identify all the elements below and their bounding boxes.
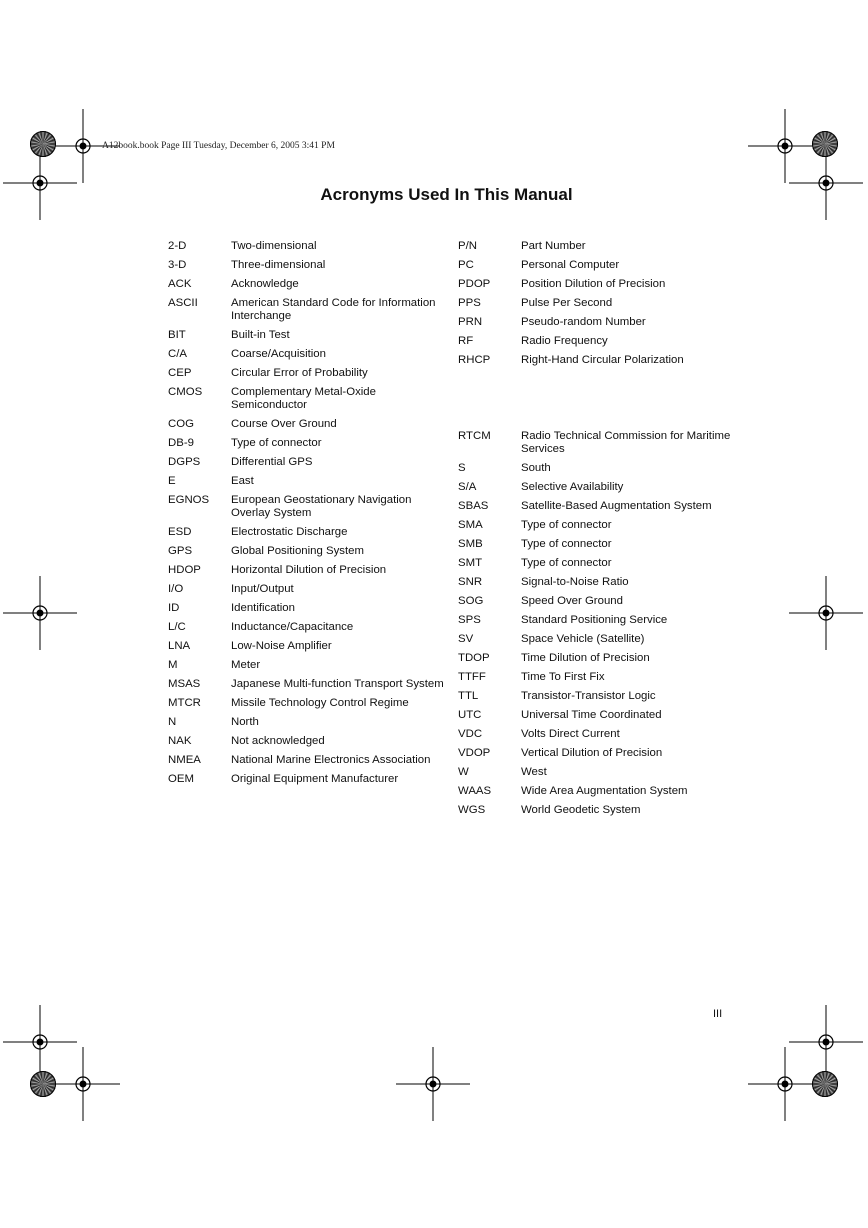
acronym-definition: North	[231, 716, 259, 728]
acronym-row	[458, 240, 758, 253]
registration-starburst-icon	[811, 1070, 839, 1098]
acronym-row	[458, 430, 758, 456]
acronym-abbr: VDOP	[458, 747, 491, 759]
acronym-abbr: CMOS	[168, 386, 203, 398]
acronym-definition: Coarse/Acquisition	[231, 348, 326, 360]
acronym-abbr: PDOP	[458, 278, 491, 290]
acronym-abbr: PRN	[458, 316, 483, 328]
acronym-abbr: OEM	[168, 773, 194, 785]
acronym-abbr: ASCII	[168, 297, 198, 309]
acronym-row	[458, 633, 758, 646]
acronym-row	[458, 614, 758, 627]
acronym-row	[458, 576, 758, 589]
acronym-row	[458, 519, 758, 532]
acronym-row	[168, 640, 453, 653]
acronym-list-right	[458, 240, 758, 823]
acronym-abbr: MSAS	[168, 678, 201, 690]
acronym-definition: Type of connector	[521, 519, 612, 531]
page-number: III	[713, 1008, 723, 1020]
acronym-definition: Horizontal Dilution of Precision	[231, 564, 387, 576]
acronym-definition: Original Equipment Manufacturer	[231, 773, 399, 785]
acronym-row	[168, 678, 453, 691]
right-rows-top	[458, 240, 758, 367]
acronym-definition: Two-dimensional	[231, 240, 317, 252]
acronym-row	[458, 690, 758, 703]
column-gap	[458, 373, 758, 430]
acronym-row	[168, 240, 453, 253]
acronym-abbr: CEP	[168, 367, 192, 379]
acronym-definition: Inductance/Capacitance	[231, 621, 354, 633]
acronym-row	[458, 462, 758, 475]
acronym-row	[168, 259, 453, 272]
acronym-definition: Electrostatic Discharge	[231, 526, 348, 538]
acronym-row	[458, 538, 758, 551]
acronym-abbr: SMT	[458, 557, 483, 569]
acronym-definition: Pulse Per Second	[521, 297, 613, 309]
acronym-definition: Wide Area Augmentation System	[521, 785, 688, 797]
acronym-abbr: MTCR	[168, 697, 201, 709]
acronym-definition: Course Over Ground	[231, 418, 337, 430]
acronym-row	[458, 804, 758, 817]
acronym-row	[168, 278, 453, 291]
acronym-row	[458, 259, 758, 272]
crop-mark-icon	[789, 576, 863, 650]
acronym-abbr: SMA	[458, 519, 483, 531]
acronym-abbr: S/A	[458, 481, 477, 493]
acronym-definition: Pseudo-random Number	[521, 316, 646, 328]
acronym-row	[168, 494, 453, 520]
acronym-definition: Time To First Fix	[521, 671, 605, 683]
acronym-definition: Identification	[231, 602, 295, 614]
acronym-definition: Position Dilution of Precision	[521, 278, 666, 290]
acronym-abbr: GPS	[168, 545, 193, 557]
acronym-abbr: SBAS	[458, 500, 489, 512]
acronym-abbr: E	[168, 475, 176, 487]
acronym-row	[168, 583, 453, 596]
acronym-row	[168, 348, 453, 361]
acronym-definition: Differential GPS	[231, 456, 313, 468]
acronym-abbr: SPS	[458, 614, 481, 626]
acronym-abbr: SMB	[458, 538, 483, 550]
acronym-abbr: ACK	[168, 278, 192, 290]
crop-mark-icon	[46, 1047, 120, 1121]
acronym-abbr: PPS	[458, 297, 481, 309]
acronym-definition: Satellite-Based Augmentation System	[521, 500, 712, 512]
acronym-abbr: P/N	[458, 240, 477, 252]
acronym-definition: Volts Direct Current	[521, 728, 620, 740]
acronym-row	[168, 773, 453, 786]
acronym-row	[458, 297, 758, 310]
acronym-row	[168, 418, 453, 431]
acronym-definition: Personal Computer	[521, 259, 620, 271]
acronym-abbr: BIT	[168, 329, 186, 341]
acronym-definition: Meter	[231, 659, 261, 671]
acronym-definition: Speed Over Ground	[521, 595, 623, 607]
acronym-definition: Built-in Test	[231, 329, 290, 341]
acronym-definition: Transistor-Transistor Logic	[521, 690, 656, 702]
acronym-definition: Three-dimensional	[231, 259, 326, 271]
acronym-definition: Global Positioning System	[231, 545, 364, 557]
acronym-definition: European Geostationary Navigation Overlay System	[231, 494, 412, 519]
page-title: Acronyms Used In This Manual	[320, 185, 573, 204]
acronym-abbr: S	[458, 462, 466, 474]
acronym-list-left	[168, 240, 453, 792]
acronym-row	[168, 526, 453, 539]
acronym-abbr: SOG	[458, 595, 484, 607]
crop-mark-icon	[396, 1047, 470, 1121]
acronym-abbr: RF	[458, 335, 474, 347]
acronym-definition: Selective Availability	[521, 481, 624, 493]
acronym-abbr: PC	[458, 259, 474, 271]
acronym-row	[458, 278, 758, 291]
acronym-abbr: C/A	[168, 348, 187, 360]
acronym-abbr: ID	[168, 602, 180, 614]
acronym-definition: Universal Time Coordinated	[521, 709, 662, 721]
acronym-row	[458, 728, 758, 741]
acronym-abbr: VDC	[458, 728, 483, 740]
acronym-row	[458, 785, 758, 798]
acronym-definition: World Geodetic System	[521, 804, 641, 816]
acronym-abbr: M	[168, 659, 178, 671]
acronym-definition: Low-Noise Amplifier	[231, 640, 332, 652]
acronym-abbr: COG	[168, 418, 194, 430]
registration-starburst-icon	[29, 1070, 57, 1098]
acronym-row	[168, 735, 453, 748]
acronym-abbr: WGS	[458, 804, 486, 816]
acronym-definition: Vertical Dilution of Precision	[521, 747, 663, 759]
acronym-abbr: L/C	[168, 621, 186, 633]
acronym-row	[168, 437, 453, 450]
acronym-abbr: 2-D	[168, 240, 187, 252]
acronym-abbr: TTL	[458, 690, 479, 702]
acronym-abbr: I/O	[168, 583, 184, 595]
acronym-row	[458, 652, 758, 665]
acronym-row	[168, 754, 453, 767]
acronym-abbr: NMEA	[168, 754, 201, 766]
acronym-definition: Right-Hand Circular Polarization	[521, 354, 684, 366]
acronym-abbr: W	[458, 766, 469, 778]
acronym-definition: South	[521, 462, 551, 474]
acronym-abbr: HDOP	[168, 564, 201, 576]
acronym-definition: Japanese Multi-function Transport System	[231, 678, 444, 690]
acronym-abbr: LNA	[168, 640, 191, 652]
acronym-abbr: TTFF	[458, 671, 486, 683]
acronym-abbr: ESD	[168, 526, 192, 538]
acronym-abbr: WAAS	[458, 785, 492, 797]
acronym-definition: Space Vehicle (Satellite)	[521, 633, 645, 645]
acronym-definition: Type of connector	[521, 538, 612, 550]
acronym-abbr: RHCP	[458, 354, 491, 366]
acronym-definition: Input/Output	[231, 583, 294, 595]
acronym-row	[168, 716, 453, 729]
acronym-row	[168, 621, 453, 634]
acronym-abbr: N	[168, 716, 177, 728]
registration-starburst-icon	[811, 130, 839, 158]
acronym-abbr: SNR	[458, 576, 483, 588]
acronym-row	[168, 329, 453, 342]
acronym-row	[458, 766, 758, 779]
acronym-definition: Part Number	[521, 240, 586, 252]
acronym-row	[168, 545, 453, 558]
acronym-definition: National Marine Electronics Association	[231, 754, 431, 766]
acronym-abbr: DB-9	[168, 437, 194, 449]
print-slug: A12book.book Page III Tuesday, December 6, 2005 3:41 PM	[102, 141, 335, 151]
acronym-row	[168, 602, 453, 615]
acronym-definition: Radio Technical Commission for Maritime Services	[521, 430, 731, 455]
acronym-row	[168, 297, 453, 323]
acronym-definition: Missile Technology Control Regime	[231, 697, 409, 709]
acronym-row	[168, 564, 453, 577]
acronym-row	[168, 456, 453, 469]
acronym-definition: Not acknowledged	[231, 735, 325, 747]
acronym-definition: West	[521, 766, 547, 778]
acronym-row	[458, 671, 758, 684]
acronym-definition: East	[231, 475, 254, 487]
acronym-abbr: RTCM	[458, 430, 491, 442]
acronym-abbr: SV	[458, 633, 474, 645]
acronym-row	[458, 354, 758, 367]
acronym-definition: Circular Error of Probability	[231, 367, 368, 379]
acronym-row	[458, 747, 758, 760]
acronym-row	[458, 709, 758, 722]
acronym-definition: Type of connector	[521, 557, 612, 569]
acronym-abbr: EGNOS	[168, 494, 210, 506]
acronym-definition: Radio Frequency	[521, 335, 608, 347]
acronym-abbr: TDOP	[458, 652, 490, 664]
acronym-row	[458, 595, 758, 608]
acronym-definition: Time Dilution of Precision	[521, 652, 650, 664]
acronym-abbr: DGPS	[168, 456, 201, 468]
acronym-definition: Complementary Metal-Oxide Semiconductor	[231, 386, 376, 411]
acronym-row	[168, 386, 453, 412]
acronym-definition: Type of connector	[231, 437, 322, 449]
acronym-row	[168, 697, 453, 710]
acronym-abbr: 3-D	[168, 259, 187, 271]
registration-starburst-icon	[29, 130, 57, 158]
acronym-definition: Standard Positioning Service	[521, 614, 668, 626]
acronym-row	[458, 481, 758, 494]
acronym-row	[458, 335, 758, 348]
acronym-row	[458, 557, 758, 570]
left-rows	[168, 240, 453, 786]
acronym-definition: Signal-to-Noise Ratio	[521, 576, 629, 588]
acronym-abbr: UTC	[458, 709, 482, 721]
crop-mark-icon	[3, 576, 77, 650]
acronym-definition: American Standard Code for Information Interchange	[231, 297, 436, 322]
acronym-row	[458, 500, 758, 513]
acronym-row	[168, 475, 453, 488]
acronym-row	[458, 316, 758, 329]
acronym-definition: Acknowledge	[231, 278, 299, 290]
right-rows-bottom	[458, 430, 758, 817]
acronym-row	[168, 659, 453, 672]
acronym-abbr: NAK	[168, 735, 192, 747]
acronym-row	[168, 367, 453, 380]
